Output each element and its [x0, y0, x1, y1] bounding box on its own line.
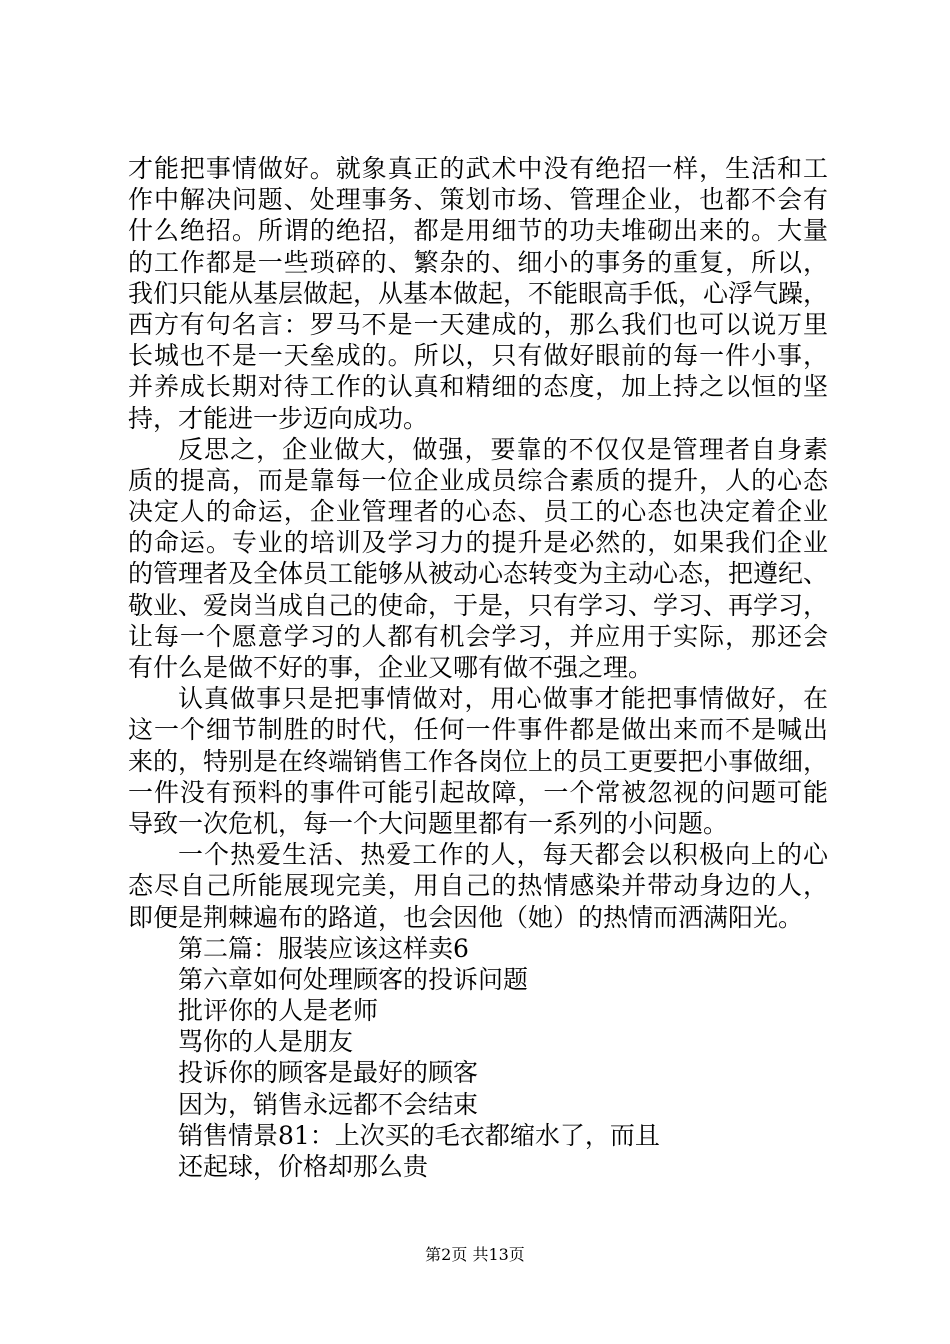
text-line: 销售情景81：上次买的毛衣都缩水了，而且	[178, 1120, 660, 1150]
page-footer: 第2页 共13页	[425, 1245, 525, 1264]
text-line: 一个热爱生活、热爱工作的人，每天都会以积极向上的心	[178, 840, 828, 870]
text-line: 才能把事情做好。就象真正的武术中没有绝招一样，生活和工	[128, 154, 828, 183]
text-line: 让每一个愿意学习的人都有机会学习，并应用于实际，那还会	[128, 621, 828, 651]
text-line: 认真做事只是把事情做对，用心做事才能把事情做好，在	[178, 684, 828, 714]
text-line: 的工作都是一些琐碎的、繁杂的、细小的事务的重复，所以，	[128, 247, 828, 277]
text-line: 持，才能进一步迈向成功。	[128, 403, 429, 433]
text-line: 反思之，企业做大，做强，要靠的不仅仅是管理者自身素	[178, 434, 828, 464]
chapter-heading: 第六章如何处理顾客的投诉问题	[178, 964, 529, 994]
text-line: 即便是荆棘遍布的路道，也会因他（她）的热情而洒满阳光。	[128, 902, 804, 932]
paragraph	[128, 153, 828, 434]
text-line: 作中解决问题、处理事务、策划市场、管理企业，也都不会有	[128, 185, 828, 215]
text-line: 因为，销售永远都不会结束	[178, 1089, 479, 1119]
text-line: 态尽自己所能展现完美，用自己的热情感染并带动身边的人，	[128, 871, 828, 901]
text-line: 骂你的人是朋友	[178, 1027, 354, 1057]
text-line: 什么绝招。所谓的绝招，都是用细节的功夫堆砌出来的。大量	[128, 216, 828, 246]
text-line: 长城也不是一天垒成的。所以，只有做好眼前的每一件小事，	[128, 341, 828, 371]
text-line: 敬业、爱岗当成自己的使命，于是，只有学习、学习、再学习，	[128, 590, 829, 620]
text-line: 西方有句名言：罗马不是一天建成的，那么我们也可以说万里	[128, 309, 828, 339]
text-line: 的管理者及全体员工能够从被动心态转变为主动心态，把遵纪、	[128, 559, 829, 589]
text-line: 这一个细节制胜的时代，任何一件事件都是做出来而不是喊出	[128, 715, 828, 745]
text-line: 来的，特别是在终端销售工作各岗位上的员工更要把小事做细，	[128, 746, 829, 776]
text-line: 决定人的命运，企业管理者的心态、员工的心态也决定着企业	[128, 497, 828, 527]
text-line: 的命运。专业的培训及学习力的提升是必然的，如果我们企业	[128, 528, 828, 558]
text-line: 质的提高，而是靠每一位企业成员综合素质的提升，人的心态	[128, 465, 828, 495]
text-line: 批评你的人是老师	[178, 996, 379, 1026]
body-text	[128, 153, 828, 1182]
paragraph	[128, 683, 828, 839]
text-line: 我们只能从基层做起，从基本做起，不能眼高手低，心浮气躁，	[128, 278, 829, 308]
section-lines	[128, 933, 828, 1183]
text-line: 并养成长期对待工作的认真和精细的态度，加上持之以恒的坚	[128, 372, 828, 402]
text-line: 还起球，价格却那么贵	[178, 1152, 429, 1181]
section-heading: 第二篇：服装应该这样卖6	[178, 933, 469, 963]
paragraph	[128, 839, 828, 933]
text-line: 投诉你的顾客是最好的顾客	[178, 1058, 479, 1088]
text-line: 一件没有预料的事件可能引起故障，一个常被忽视的问题可能	[128, 777, 828, 807]
text-line: 有什么是做不好的事，企业又哪有做不强之理。	[128, 653, 654, 682]
paragraph	[128, 434, 828, 684]
text-line: 导致一次危机，每一个大问题里都有一系列的小问题。	[128, 808, 729, 838]
